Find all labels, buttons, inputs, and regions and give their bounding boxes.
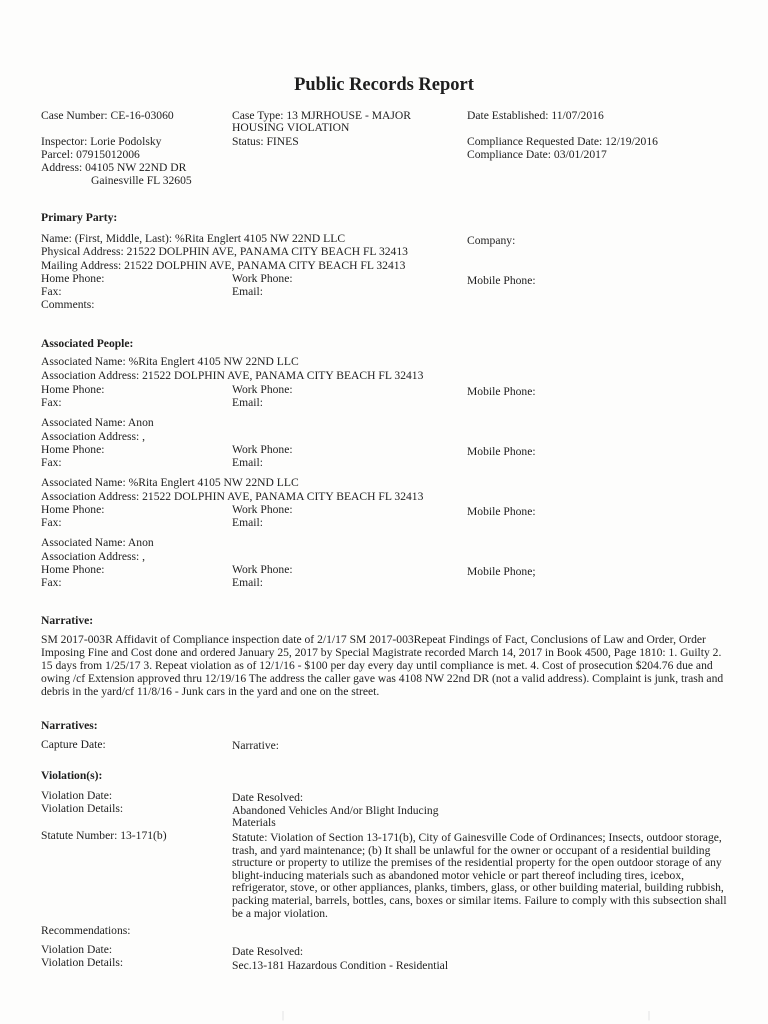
primary-party-mobile-phone: Mobile Phone: xyxy=(467,274,536,287)
primary-party-email: Email: xyxy=(232,285,263,298)
associated-home-phone: Home Phone: xyxy=(41,383,105,396)
narrative-text: SM 2017-003R Affidavit of Compliance inspection date of 2/1/17 SM 2017-003Repeat Findings of Fact, Conclusions of Law and Order, Order Imposing Fine and Cost done and ordered January 25, 2017 by Special Magistrate recorded March 14, 2017 in Book 4500, Page 1810: 1. Guilty 2. 15 days from 1/25/17 3. Repeat violation as of 12/1/16 - $100 per day every day until compliance is met. 4. Cost of prosecution $204.76 due and owing /cf Extension approved thru 12/19/16 The address the caller gave was 4108 NW 22nd DR (not a valid address). Complaint is junk, trash and debris in the yard/cf 11/8/16 - Junk cars in the yard and one on the street. xyxy=(41,633,724,698)
associated-work-phone: Work Phone: xyxy=(232,563,293,576)
associated-work-phone: Work Phone: xyxy=(232,503,293,516)
associated-work-phone: Work Phone: xyxy=(232,383,293,396)
narrative-heading: Narrative: xyxy=(41,614,94,627)
primary-party-mailing-address: Mailing Address: 21522 DOLPHIN AVE, PANAMA CITY BEACH FL 32413 xyxy=(41,259,406,272)
association-address: Association Address: 21522 DOLPHIN AVE, PANAMA CITY BEACH FL 32413 xyxy=(41,490,424,503)
report-title: Public Records Report xyxy=(294,75,474,95)
association-address: Association Address: , xyxy=(41,550,146,563)
case-type: Case Type: 13 MJRHOUSE - MAJOR HOUSING VIOLATION xyxy=(232,109,412,134)
violations-heading: Violation(s): xyxy=(41,769,103,782)
associated-home-phone: Home Phone: xyxy=(41,443,105,456)
violation-details: Violation Details: xyxy=(41,956,124,969)
narratives-narrative-label: Narrative: xyxy=(232,739,279,752)
associated-home-phone: Home Phone: xyxy=(41,503,105,516)
associated-fax: Fax: xyxy=(41,396,62,409)
scan-mark: | xyxy=(648,1010,651,1021)
associated-name: Associated Name: Anon xyxy=(41,536,154,549)
associated-people-heading: Associated People: xyxy=(41,337,134,350)
statute-text: Statute: Violation of Section 13-171(b), City of Gainesville Code of Ordinances; Insects, outdoor storage, trash, and yard maintenance; (b) It shall be unlawful for the owner or occupant of a residential building structure or property to utilize the premises of the residential property for the open outdoor storage of any blight-inducing materials such as abandoned motor vehicle or part thereof including tires, icebox, refrigerator, stove, or other appliances, planks, timbers, glass, or other building material, building rubbish, packing material, barrels, bottles, cans, boxes or similar items. Failure to comply with this subsection shall be a major violation. xyxy=(232,831,727,920)
primary-party-home-phone: Home Phone: xyxy=(41,272,105,285)
associated-name: Associated Name: %Rita Englert 4105 NW 22ND LLC xyxy=(41,355,299,368)
primary-party-name: Name: (First, Middle, Last): %Rita Englert 4105 NW 22ND LLC xyxy=(41,232,346,245)
primary-party-comments: Comments: xyxy=(41,298,95,311)
primary-party-work-phone: Work Phone: xyxy=(232,272,293,285)
address-line1: Address: 04105 NW 22ND DR xyxy=(41,161,187,174)
primary-party-heading: Primary Party: xyxy=(41,211,118,224)
associated-fax: Fax: xyxy=(41,456,62,469)
case-status: Status: FINES xyxy=(232,135,299,148)
associated-fax: Fax: xyxy=(41,576,62,589)
primary-party-company: Company: xyxy=(467,234,516,247)
associated-mobile-phone: Mobile Phone; xyxy=(467,565,536,578)
case-number: Case Number: CE-16-03060 xyxy=(41,109,174,122)
associated-mobile-phone: Mobile Phone: xyxy=(467,505,536,518)
violation-date: Violation Date: xyxy=(41,789,113,802)
date-established: Date Established: 11/07/2016 xyxy=(467,109,604,122)
association-address: Association Address: , xyxy=(41,430,146,443)
address-line2: Gainesville FL 32605 xyxy=(91,174,192,187)
primary-party-fax: Fax: xyxy=(41,285,62,298)
compliance-requested-date: Compliance Requested Date: 12/19/2016 xyxy=(467,135,658,148)
statute-number: Statute Number: 13-171(b) xyxy=(41,829,167,842)
associated-mobile-phone: Mobile Phone: xyxy=(467,445,536,458)
violation-details-value: Sec.13-181 Hazardous Condition - Residential xyxy=(232,959,449,972)
parcel: Parcel: 07915012006 xyxy=(41,148,140,161)
associated-email: Email: xyxy=(232,396,263,409)
associated-name: Associated Name: Anon xyxy=(41,416,154,429)
capture-date: Capture Date: xyxy=(41,738,106,751)
violation-date: Violation Date: xyxy=(41,943,113,956)
associated-email: Email: xyxy=(232,456,263,469)
violation-details-value: Abandoned Vehicles And/or Blight Inducing Materials xyxy=(232,804,439,829)
association-address: Association Address: 21522 DOLPHIN AVE, PANAMA CITY BEACH FL 32413 xyxy=(41,369,424,382)
narratives-heading: Narratives: xyxy=(41,719,98,732)
associated-email: Email: xyxy=(232,576,263,589)
date-resolved: Date Resolved: xyxy=(232,791,304,804)
date-resolved: Date Resolved: xyxy=(232,945,304,958)
associated-work-phone: Work Phone: xyxy=(232,443,293,456)
associated-name: Associated Name: %Rita Englert 4105 NW 22ND LLC xyxy=(41,476,299,489)
associated-email: Email: xyxy=(232,516,263,529)
compliance-date: Compliance Date: 03/01/2017 xyxy=(467,148,607,161)
violation-details: Violation Details: xyxy=(41,802,124,815)
scan-mark: | xyxy=(282,1010,285,1021)
recommendations: Recommendations: xyxy=(41,924,131,937)
associated-mobile-phone: Mobile Phone: xyxy=(467,385,536,398)
associated-home-phone: Home Phone: xyxy=(41,563,105,576)
inspector: Inspector: Lorie Podolsky xyxy=(41,135,162,148)
primary-party-physical-address: Physical Address: 21522 DOLPHIN AVE, PANAMA CITY BEACH FL 32413 xyxy=(41,245,408,258)
associated-fax: Fax: xyxy=(41,516,62,529)
